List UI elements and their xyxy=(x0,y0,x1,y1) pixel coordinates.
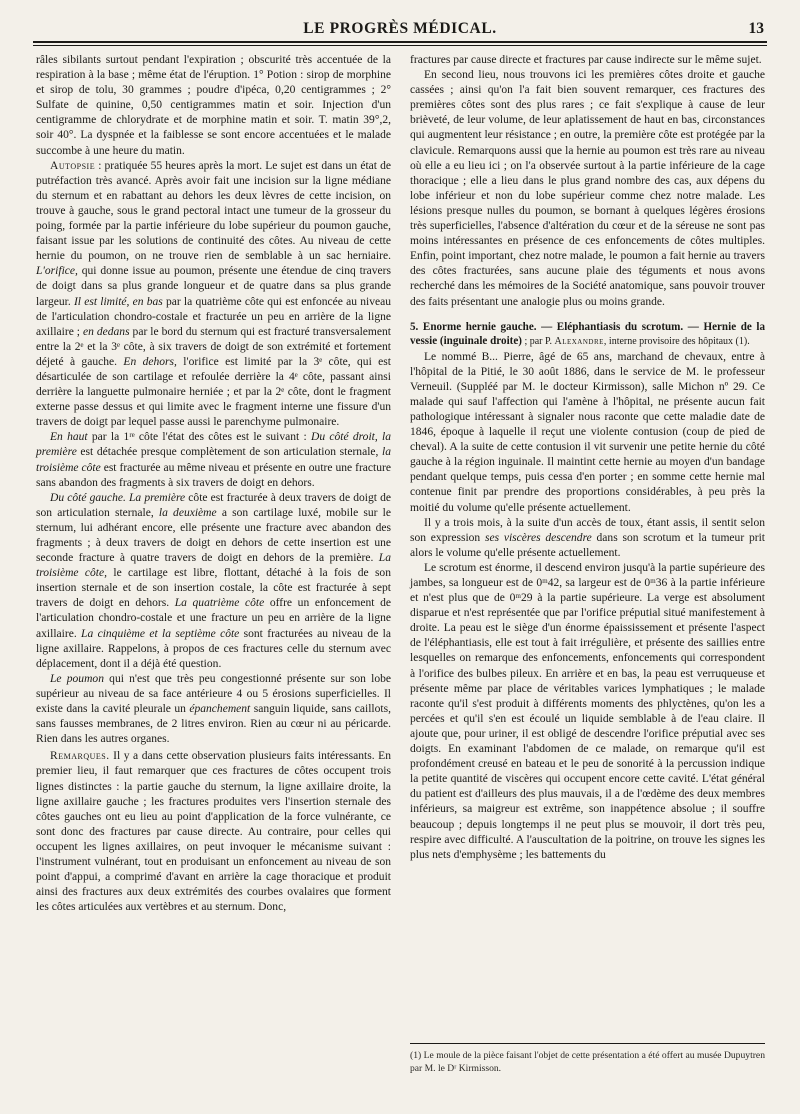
italic-run: Il est limité, en bas xyxy=(73,295,163,308)
footnote-rule xyxy=(410,1043,765,1044)
italic-run: Le poumon xyxy=(50,672,104,685)
italic-run: la troisième côte xyxy=(36,446,391,474)
header-rule-thick xyxy=(33,41,767,43)
case-number: 5. xyxy=(410,320,419,333)
paragraph-acces-toux xyxy=(410,516,765,561)
paragraph-observation-end: râles sibilants surtout pendant l'expiration ; obscurité très accentuée de la respiration à la base ; même état de l'éruption. 1° Potion : sirop de morphine et sirop de tolu, 30 grammes ; poudre d'ipéca, 0,20 centigrammes ; 2° Sulfate de quinine, 0,50 centigrammes matin et soir. Injection d'un centigramme de chlorydrate et de morphine matin et soir. T. matin 39°,2, soir 40°. La dyspnée et la faiblesse se sont encore accentuées et le malade succombe à une heure du matin. xyxy=(36,54,391,157)
text-run: l'orifice est limité par la 3ᵉ côte, qui est désarticulée de son cartilage et refoulée derrière la 4ᵉ côte, passant ainsi derrière la languette pulmonaire herniée ; et par la 2ᵉ côte, dont le fragment externe passe dessus et qui limite avec le fragment interne une fissure d'un travers de doigt par lequel passe aussi le parenchyme pulmonaire. xyxy=(36,355,391,429)
section-label-remarques: Remarques. xyxy=(50,750,110,763)
text-run: offre un enfoncement de l'articulation chondro-costale et une fracture un peu en arrière de la ligne axillaire. xyxy=(36,597,391,640)
italic-run: En haut xyxy=(50,431,88,444)
header-rule-thin xyxy=(33,45,767,46)
paragraph-scrotum: Le scrotum est énorme, il descend environ jusqu'à la partie supérieure des jambes, sa longueur est de 0ᵐ42, sa largeur est de 0ᵐ36 à la partie inférieure et n'est plus que de 0ᵐ29 à la partie supérieure. La verge est absolument disparue et n'est représentée que par l'orifice préputial situé manifestement à droite. La peau est le siège d'un énorme épaississement et présente l'aspect de l'éléphantiasis, elle est tout à fait irrégulière, et présente des saillies entre lesquelles on remarque des enfoncements, enfoncements qui correspondent à l'orifice des bulbes pileux. En arrière et en bas, la peau est verruqueuse et présente même par place de véritables varices lymphatiques ; le malade raconte qu'il s'est produit à différents moments des phlyctènes, qu'on les a percées et qu'il s'en est écoulé un liquide semblable à de l'eau claire. Il ajoute que, pour uriner, il est obligé de descendre l'orifice préputial avec ses doigts. En examinant l'abdomen de ce malade, on remarque qu'il est profondément creusé en bateau et le peu de sonorité à la percussion indique la petite quantité de viscères qui occupent encore cette cavité. L'état général du patient est d'ailleurs des plus mauvais, il a de l'œdème des deux membres inférieurs, sa maigreur est extrême, son inappétence absolue ; il souffre beaucoup ; depuis longtemps il ne peut plus se mouvoir, il dort très peu, respire avec difficulté. A l'auscultation de la poitrine, on trouve les signes les plus nets d'emphysème ; les battements du xyxy=(410,561,765,861)
paragraph-fractures-suite: fractures par cause directe et fractures par cause indirecte sur le même sujet. xyxy=(410,54,762,66)
paragraph-second-lieu: En second lieu, nous trouvons ici les premières côtes droite et gauche cassées ; ainsi qu'on l'a fait bien souvent remarquer, ces fractures des premières côtes sont des plus rares ; ce fait s'explique à cause de leur brièveté, de leur volume, de leur aplatissement de haut en bas, circonstances qui augmentent leur résistance ; en outre, la première côte est protégée par la clavicule. Remarquons aussi que la hernie au poumon est très rare au niveau où elle a eu lieu ici ; on l'a observée surtout à la partie inférieure de la cage thoracique ; elle a lieu dans le plus grand nombre des cas, aux dépens du lobe inférieur et non du lobe supérieur comme chez notre malade. Les lésions presque nulles du poumon, se bornant à quelques légères érosions très superficielles, l'absence d'altération du cœur et de la séreuse ne sont pas moins intéressantes en présence de ces enfoncements de côtes multiples. Enfin, point important, chez notre malade, le poumon a fait hernie au travers des côtes fracturées, sans aucune plaie des téguments et nous avons recherché dans les mémoires de la Société anatomique, sans pouvoir trouver des faits présentant une analogie plus ou moins grande. xyxy=(410,69,765,308)
italic-run: La cinquième et la septième côte xyxy=(81,627,240,640)
case-heading xyxy=(410,320,765,350)
paragraph-cotes-droites xyxy=(36,430,391,490)
section-label-autopsie: Autopsie xyxy=(50,159,96,172)
text-run: Il y a trois mois, à la suite d'un accès de toux, étant assis, il sentit selon son expression xyxy=(410,516,765,544)
text-run: sont fracturées au niveau de la ligne axillaire. Rappelons, à propos de ces fractures celle du sternum avec déplacement, dont il a déjà été question. xyxy=(36,627,391,670)
text-run: Il y a dans cette observation plusieurs faits intéressants. En premier lieu, il faut remarquer que ces fractures de côtes occupent trois lignes distinctes : la partie gauche du sternum, la ligne axillaire droite, la ligne axillaire gauche ; les fractures produites vers l'insertion sternale des côtes gauches ont eu lieu au point d'application de la force vulnérante, ce sont donc des fractures par cause directe. Au contraire, pour celles qui occupent les lignes axillaires, on peut invoquer le mécanisme suivant : l'instrument vulnérant, tout en produisant un enfoncement au niveau de son point d'appui, a comprimé d'avant en arrière la cage thoracique et produit ainsi des fractures aux deux extrémités des courbes ovalaires que forment les côtes articulées aux vertèbres et au sternum. Donc, xyxy=(36,750,391,914)
text-run: le cartilage est libre, flottant, détaché à la fois de son insertion sternale et de son insertion costale, la côte est fracturée à sept travers de doigt en dehors. xyxy=(36,567,391,610)
page-number: 13 xyxy=(748,20,764,37)
italic-run: En dehors, xyxy=(123,355,177,368)
case-author: Alexandre xyxy=(554,336,604,348)
running-header xyxy=(0,20,800,40)
text-run: a son cartilage luxé, mobile sur le sternum, lui adhérant encore, elle présente une fracture avec abandon des fragments ; à deux travers de doigt en dehors de cette insertion est une seconde fracture à quatre travers de doigt en dehors de la première. xyxy=(36,506,391,565)
paragraph-cotes-gauches xyxy=(36,491,391,672)
left-column xyxy=(36,53,391,915)
italic-run: Du côté droit, la première xyxy=(36,431,391,459)
italic-run: la deuxième xyxy=(158,506,217,519)
text-run: par le bord du sternum qui est fracturé transversalement entre la 2ᵉ et la 3ᵉ côte, à six travers de doigt de son extrémité et fortement déjeté à gauche. xyxy=(36,325,392,368)
italic-run: épanchement xyxy=(189,703,251,716)
text-run: dans son scrotum et la tumeur prit alors le volume qu'elle présente actuellement. xyxy=(410,531,765,559)
paragraph-patient: Le nommé B... Pierre, âgé de 65 ans, marchand de chevaux, entre à l'hôpital de la Pitié, le 30 août 1886, dans le service de M. le professeur Verneuil. (Suppléé par M. le docteur Kirmisson), salle Michon nº 29. Ce malade qui sauf l'affection qui l'amène à l'hôpital, ne présente aucun fait pathologique intéressant à signaler nous raconte que cette maladie date de 1846, époque à laquelle il reçut une violente contusion (coup de pied de cheval). A la suite de cette contusion il vit survenir une petite hernie du côté gauche à la région inguinale. Il maintint cette hernie au moyen d'un bandage pendant quelque temps, puis cessa d'en porter ; en somme cette hernie mal contenue finit par prendre des proportions considérables, à peu près la moitié du volume qu'elle présente actuellement. xyxy=(410,350,765,514)
text-run: côte est fracturée à deux travers de doigt de son articulation sternale, xyxy=(36,491,391,519)
italic-run: Du côté gauche. La première xyxy=(50,491,186,504)
italic-run: La quatrième côte xyxy=(174,597,265,610)
italic-run: La troisième côte, xyxy=(36,552,391,580)
text-run: par la 1ʳᵉ côte l'état des côtes est le suivant : xyxy=(87,431,311,444)
text-run: sanguin liquide, sans caillots, sans fausses membranes, de 2 litres environ. Rien au cœur ni au péricarde. Rien dans les autres organes. xyxy=(36,703,391,746)
paragraph-autopsie xyxy=(36,159,391,431)
byline-text: ; par P. xyxy=(521,336,555,348)
paragraph-remarques xyxy=(36,749,391,915)
text-run: qui n'est que très peu congestionné présente sur son lobe supérieur au niveau de sa face antérieure 4 ou 5 érosions superficielles. Il existe dans la cavité pleurale un xyxy=(36,672,391,716)
author-role: , interne provisoire des hôpitaux (1). xyxy=(603,336,750,348)
text-run: qui donne issue au poumon, présente une étendue de cinq travers de doigt dans sa plus grande longueur et de quatre dans sa plus grande largeur. xyxy=(36,265,391,308)
italic-run: L'orifice, xyxy=(36,265,78,278)
journal-title: LE PROGRÈS MÉDICAL. xyxy=(303,20,497,37)
text-run: : pratiquée 55 heures après la mort. Le sujet est dans un état de putréfaction très avancé. Après avoir fait une incision sur la ligne médiane du sternum et en rabattant au dehors les deux lèvres de cette incision, on trouve à gauche, sous le grand pectoral intact une tumeur de la grosseur du poing, formée par la partie inférieure du lobe supérieur du poumon gauche, faisant issue par les solutions de continuité des côtes. Au niveau de cette hernie du poumon, on ne trouve rien de semblable à un sac herniaire. xyxy=(36,159,391,263)
text-run: par la quatrième côte qui est enfoncée au niveau de l'articulation chondro-costale et fracturée un peu en arrière de la ligne axillaire ; xyxy=(36,295,391,338)
text-run: est fracturée au même niveau et présente en outre une fracture sans abandon des fragments à six travers de doigt en dehors. xyxy=(36,461,391,489)
italic-run: en dedans xyxy=(82,325,130,338)
right-column xyxy=(410,53,765,863)
footnote: (1) Le moule de la pièce faisant l'objet de cette présentation a été offert au musée Dupuytren par M. le Dʳ Kirmisson. xyxy=(410,1050,765,1074)
paragraph-poumon xyxy=(36,672,391,747)
italic-run: ses viscères descendre xyxy=(484,531,592,544)
case-title: Enorme hernie gauche. — Eléphantiasis du scrotum. — Hernie de la vessie (inguinale droite) xyxy=(410,320,766,348)
text-run: est détachée presque complètement de son articulation sternale, xyxy=(76,446,383,459)
